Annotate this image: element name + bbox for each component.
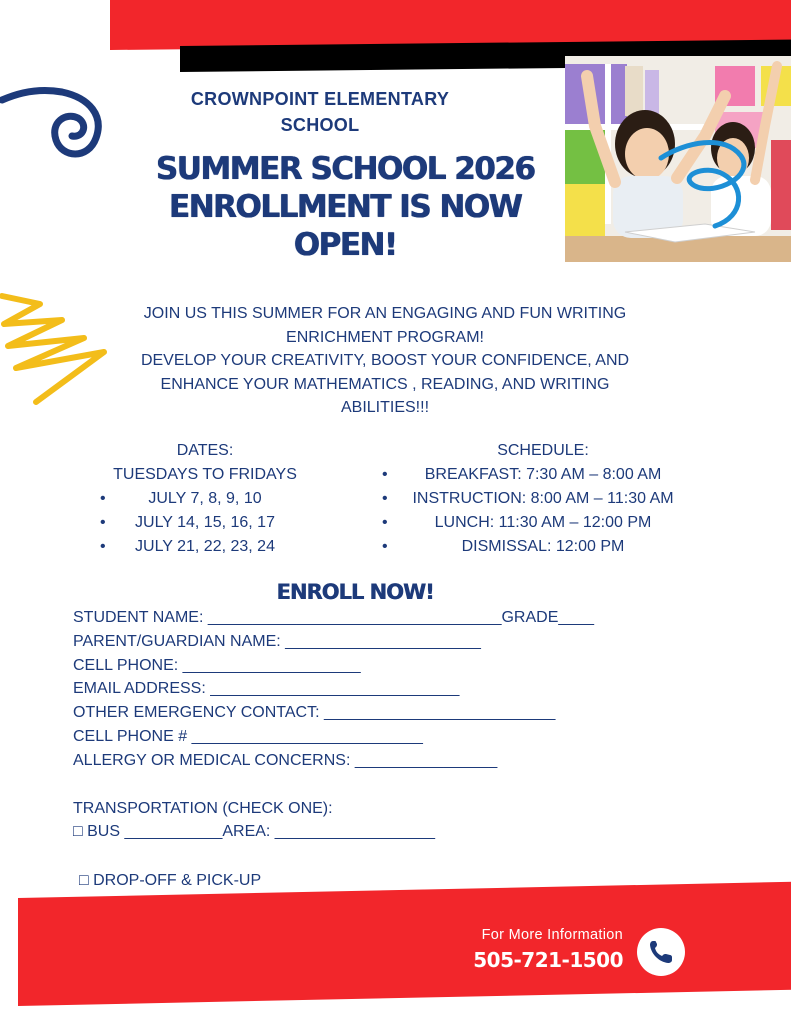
schedule-text: BREAKFAST: 7:30 AM – 8:00 AM: [424, 466, 662, 483]
headline-line1: SUMMER SCHOOL 2026: [155, 151, 535, 187]
bus-checkbox[interactable]: □ BUS ___________AREA: __________________: [73, 823, 435, 841]
schedule-section: [378, 439, 708, 559]
schedule-heading: SCHEDULE:: [497, 442, 589, 459]
headline: [140, 150, 550, 264]
schedule-list: [378, 463, 708, 559]
date-text: JULY 7, 8, 9, 10: [148, 490, 262, 507]
emergency-contact-field[interactable]: OTHER EMERGENCY CONTACT: __________________________: [73, 704, 556, 722]
list-item: [90, 511, 320, 535]
bullet-icon: •: [100, 514, 106, 531]
school-name-line1: CROWNPOINT ELEMENTARY: [190, 89, 450, 109]
email-field[interactable]: EMAIL ADDRESS: ____________________________: [73, 680, 460, 698]
intro-line5: ABILITIES!!!: [340, 399, 430, 416]
schedule-text: INSTRUCTION: 8:00 AM – 11:30 AM: [412, 490, 674, 507]
cell-phone-field[interactable]: CELL PHONE: ____________________: [73, 656, 361, 674]
intro-line4: ENHANCE YOUR MATHEMATICS , READING, AND WRITING: [160, 375, 610, 393]
list-item: [378, 463, 708, 487]
info-phone-number: 505-721-1500: [473, 948, 623, 972]
date-text: JULY 14, 15, 16, 17: [135, 514, 275, 531]
emergency-cell-phone-field[interactable]: CELL PHONE # __________________________: [73, 727, 423, 745]
school-name-line2: SCHOOL: [280, 115, 360, 135]
intro-line2: ENRICHMENT PROGRAM!: [286, 328, 484, 346]
headline-line3: OPEN!: [293, 227, 397, 263]
bullet-icon: •: [100, 538, 106, 555]
info-label: For More Information: [481, 927, 623, 943]
dates-list: [90, 487, 320, 559]
list-item: [90, 535, 320, 559]
list-item: [378, 511, 708, 535]
bullet-icon: •: [382, 490, 388, 507]
blue-scribble-decoration: [0, 78, 120, 178]
transportation-label: TRANSPORTATION (CHECK ONE):: [73, 799, 333, 817]
schedule-text: LUNCH: 11:30 AM – 12:00 PM: [434, 514, 652, 531]
dates-subheading: TUESDAYS TO FRIDAYS: [113, 466, 297, 483]
intro-line1: JOIN US THIS SUMMER FOR AN ENGAGING AND FUN WRITING: [143, 305, 627, 322]
bullet-icon: •: [382, 514, 388, 531]
intro-paragraph: [95, 302, 675, 420]
enrollment-form: [73, 606, 773, 893]
dates-section: [90, 439, 320, 559]
list-item: [378, 487, 708, 511]
list-item: [378, 535, 708, 559]
schedule-text: DISMISSAL: 12:00 PM: [461, 538, 625, 555]
date-text: JULY 21, 22, 23, 24: [135, 538, 275, 555]
classroom-photo: [565, 56, 791, 262]
phone-icon: [637, 928, 685, 976]
dropoff-checkbox[interactable]: □ DROP-OFF & PICK-UP: [79, 872, 262, 890]
enroll-title: ENROLL NOW!: [276, 580, 434, 604]
intro-line3: DEVELOP YOUR CREATIVITY, BOOST YOUR CONFIDENCE, AND: [140, 352, 630, 369]
dates-heading: DATES:: [176, 442, 234, 459]
bullet-icon: •: [100, 490, 106, 507]
list-item: [90, 487, 320, 511]
bullet-icon: •: [382, 538, 388, 555]
student-name-field[interactable]: STUDENT NAME: _________________________________GRADE____: [73, 609, 594, 626]
spacer: [73, 773, 773, 797]
allergy-field[interactable]: ALLERGY OR MEDICAL CONCERNS: ________________: [73, 751, 498, 769]
school-name: [150, 86, 490, 138]
bullet-icon: •: [382, 466, 388, 483]
parent-name-field[interactable]: PARENT/GUARDIAN NAME: ______________________: [73, 632, 481, 650]
headline-line2: ENROLLMENT IS NOW: [168, 189, 522, 225]
